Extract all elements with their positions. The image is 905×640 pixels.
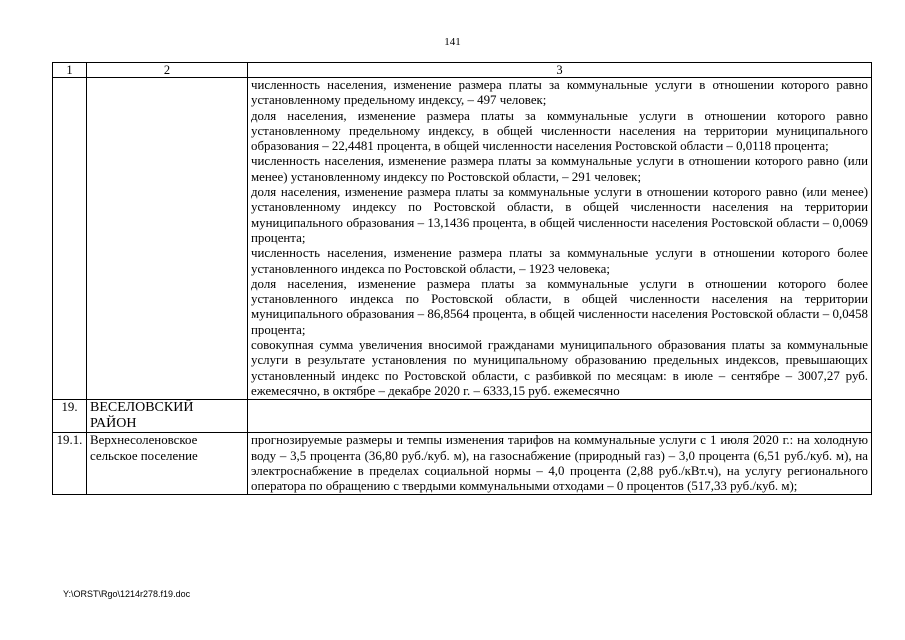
row-text-cell — [248, 400, 872, 433]
table-row-continuation — [53, 78, 872, 400]
settlement-text: прогнозируемые размеры и темпы изменения тарифов на коммунальные услуги с 1 июля 2020 г.: на холодную воду – 3,5 процента (36,80 руб./куб. м), на газоснабжение (природный газ) – 3,0 процента (6,51 руб./куб. м), на электроснабжение в пределах социальной нормы – 4,0 процента (2,88 руб./кВт.ч), на услугу регионального оператора по обращению с твердыми коммунальными отходами – 0 процентов (517,33 руб./куб. м); — [248, 433, 872, 495]
column-header-2: 2 — [87, 63, 248, 78]
paragraph: численность населения, изменение размера платы за коммунальные услуги в отношении которого равно установленному предельному индексу, – 497 человек; — [251, 78, 868, 108]
table-row-district — [53, 400, 872, 433]
district-name — [87, 400, 248, 433]
tariff-table — [52, 62, 872, 495]
paragraph: численность населения, изменение размера платы за коммунальные услуги в отношении которого более установленного индекса по Ростовской области, – 1923 человека; — [251, 246, 868, 276]
footer-file-path: Y:\ORST\Rgo\1214r278.f19.doc — [63, 589, 191, 599]
district-name-line2: РАЙОН — [90, 416, 137, 432]
paragraph: доля населения, изменение размера платы за коммунальные услуги в отношении которого равно установленному предельному индексу, в общей численности населения на территории муниципального образования – 22,4481 процента, в общей численности населения Ростовской области – 0,0118 процента; — [251, 108, 868, 154]
row-number: 19.1. — [53, 433, 87, 495]
table-header-row — [53, 63, 872, 78]
table-row-settlement — [53, 433, 872, 495]
row-text-cell — [248, 78, 872, 400]
column-header-3: 3 — [248, 63, 872, 78]
paragraph: численность населения, изменение размера платы за коммунальные услуги в отношении которого равно (или менее) установленному индексу по Ростовской области, – 291 человек; — [251, 154, 868, 184]
paragraph: доля населения, изменение размера платы за коммунальные услуги в отношении которого более установленного индекса по Ростовской области, в общей численности населения на территории муниципального образования – 86,8564 процента, в общей численности населения Ростовской области – 0,0458 процента; — [251, 276, 868, 337]
row-name-cell — [87, 78, 248, 400]
district-name-line1: ВЕСЕЛОВСКИЙ — [90, 400, 194, 416]
paragraph: доля населения, изменение размера платы за коммунальные услуги в отношении которого равно (или менее) установленному индексу по Ростовской области, в общей численности населения на территории муниципального образования – 13,1436 процента, в общей численности населения Ростовской области – 0,0069 процента; — [251, 185, 868, 245]
paragraph: совокупная сумма увеличения вносимой гражданами муниципального образования платы за коммунальные услуги в результате установления по муниципальному образованию предельных индексов, превышающих установленный индекс по Ростовской области, с разбивкой по месяцам: в июле – сентябре – 3007,27 руб. ежемесячно, в октябре – декабре 2020 г. – 6333,15 руб. ежемесячно — [251, 338, 868, 398]
row-number-cell — [53, 78, 87, 400]
settlement-name: Верхнесоленовское сельское поселение — [87, 433, 248, 495]
row-number: 19. — [53, 400, 87, 433]
page-number: 141 — [444, 36, 461, 48]
column-header-1: 1 — [53, 63, 87, 78]
